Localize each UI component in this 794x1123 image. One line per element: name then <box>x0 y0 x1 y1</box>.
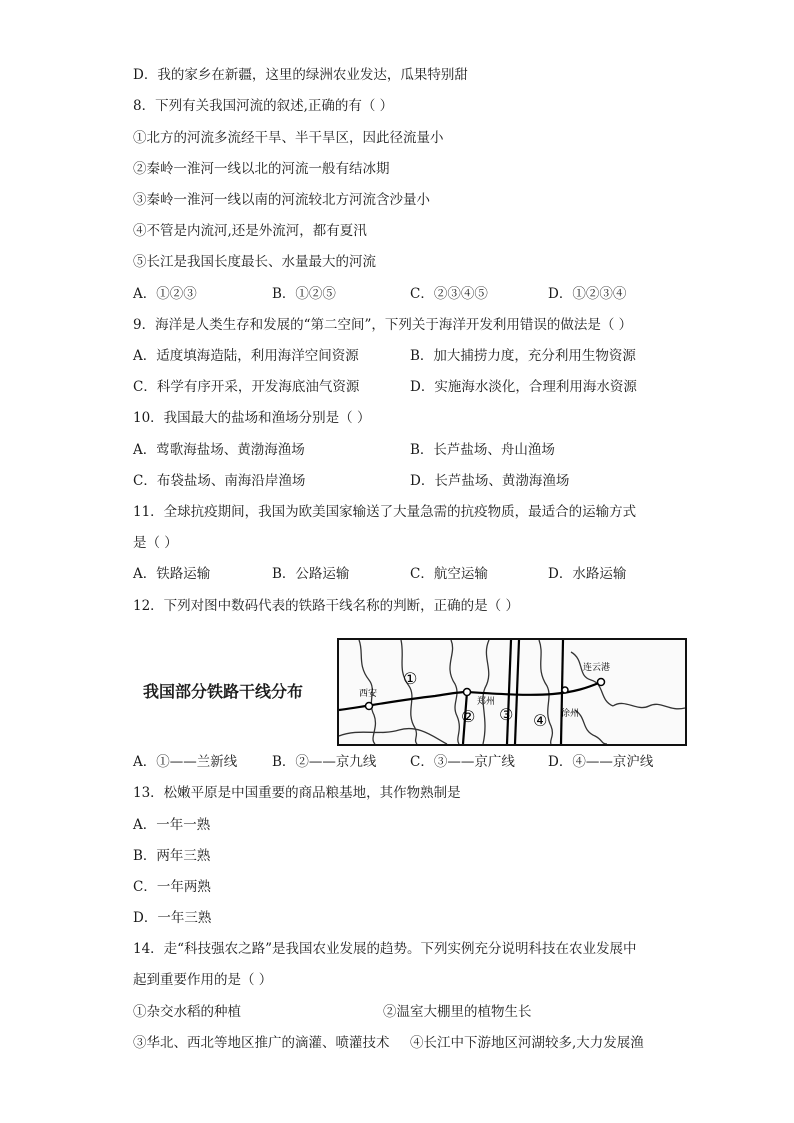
q11-stem-line1: 11．全球抗疫期间，我国为欧美国家输送了大量急需的抗疫物质，最适合的运输方式 <box>133 504 637 520</box>
railway-map-title: 我国部分铁路干线分布 <box>143 682 304 701</box>
q13-option-a: A．一年一熟 <box>133 817 211 833</box>
q10-option-c: C．布袋盐场、南海沿岸渔场 <box>133 473 306 489</box>
q9-stem: 9．海洋是人类生存和发展的“第二空间”，下列关于海洋开发利用错误的做法是（ ） <box>133 317 633 333</box>
q13-option-b: B．两年三熟 <box>133 848 211 864</box>
q8-stem: 8．下列有关我国河流的叙述,正确的有（ ） <box>133 98 394 114</box>
q11-stem-line2: 是（ ） <box>133 535 178 551</box>
q8-option-a: A．①②③ <box>133 286 197 302</box>
marker-2: ② <box>461 707 476 726</box>
q8-statement-4: ④不管是内流河,还是外流河，都有夏汛 <box>133 223 367 239</box>
q11-option-c: C．航空运输 <box>410 566 488 582</box>
lianyungang-city-dot <box>598 679 605 686</box>
q14-stem-line2: 起到重要作用的是（ ） <box>133 972 273 988</box>
q8-statement-2: ②秦岭一淮河一线以北的河流一般有结冰期 <box>133 161 390 177</box>
railway-map-svg <box>339 640 685 744</box>
q13-option-c: C．一年两熟 <box>133 879 211 895</box>
zhengzhou-label: 郑州 <box>477 697 496 707</box>
q11-option-b: B．公路运输 <box>272 566 350 582</box>
q12-option-d: D．④——京沪线 <box>548 754 654 770</box>
q8-statement-1: ①北方的河流多流经干旱、半干旱区，因此径流量小 <box>133 130 444 146</box>
q14-statement-1: ①杂交水稻的种植 <box>133 1004 241 1020</box>
marker-1: ① <box>403 669 418 688</box>
q13-option-d: D．一年三熟 <box>133 910 212 926</box>
q10-stem: 10．我国最大的盐场和渔场分别是（ ） <box>133 410 371 426</box>
q8-option-b: B．①②⑤ <box>272 286 336 302</box>
q12-option-b: B．②——京九线 <box>272 754 377 770</box>
xian-label: 西安 <box>359 689 378 699</box>
q10-option-d: D．长芦盐场、黄渤海渔场 <box>410 473 570 489</box>
xian-city-dot <box>366 703 373 710</box>
lianyungang-label: 连云港 <box>583 663 611 673</box>
q7-option-d: D．我的家乡在新疆，这里的绿洲农业发达，瓜果特别甜 <box>133 67 468 83</box>
q11-option-a: A．铁路运输 <box>133 566 211 582</box>
q12-option-a: A．①——兰新线 <box>133 754 238 770</box>
q9-option-d: D．实施海水淡化，合理利用海水资源 <box>410 379 637 395</box>
q13-stem: 13．松嫩平原是中国重要的商品粮基地，其作物熟制是 <box>133 785 461 801</box>
q14-statement-4: ④长江中下游地区河湖较多,大力发展渔 <box>410 1035 644 1051</box>
q9-option-a: A．适度填海造陆，利用海洋空间资源 <box>133 348 359 364</box>
q12-option-c: C．③——京广线 <box>410 754 515 770</box>
q12-stem: 12．下列对图中数码代表的铁路干线名称的判断，正确的是（ ） <box>133 598 519 614</box>
railway-map <box>337 638 687 746</box>
map-boundaries <box>339 640 685 744</box>
q10-option-a: A．莺歌海盐场、黄渤海渔场 <box>133 442 305 458</box>
q8-option-c: C．②③④⑤ <box>410 286 488 302</box>
marker-3: ③ <box>499 705 514 724</box>
q14-stem-line1: 14．走“科技强农之路”是我国农业发展的趋势。下列实例充分说明科技在农业发展中 <box>133 941 637 957</box>
q9-option-c: C．科学有序开采，开发海底油气资源 <box>133 379 360 395</box>
q8-statement-3: ③秦岭一淮河一线以南的河流较北方河流含沙量小 <box>133 192 430 208</box>
q8-option-d: D．①②③④ <box>548 286 627 302</box>
q10-option-b: B．长芦盐场、舟山渔场 <box>410 442 555 458</box>
railway-map-figure <box>133 632 689 750</box>
q11-option-d: D．水路运输 <box>548 566 627 582</box>
q14-statement-2: ②温室大棚里的植物生长 <box>383 1004 532 1020</box>
q8-statement-5: ⑤长江是我国长度最长、水量最大的河流 <box>133 254 376 270</box>
marker-4: ④ <box>533 711 548 730</box>
xuzhou-label: 徐州 <box>561 709 580 719</box>
q14-statement-3: ③华北、西北等地区推广的滴灌、喷灌技术 <box>133 1035 390 1051</box>
zhengzhou-city-dot <box>464 689 471 696</box>
xuzhou-city-dot <box>562 687 568 693</box>
q9-option-b: B．加大捕捞力度，充分利用生物资源 <box>410 348 636 364</box>
